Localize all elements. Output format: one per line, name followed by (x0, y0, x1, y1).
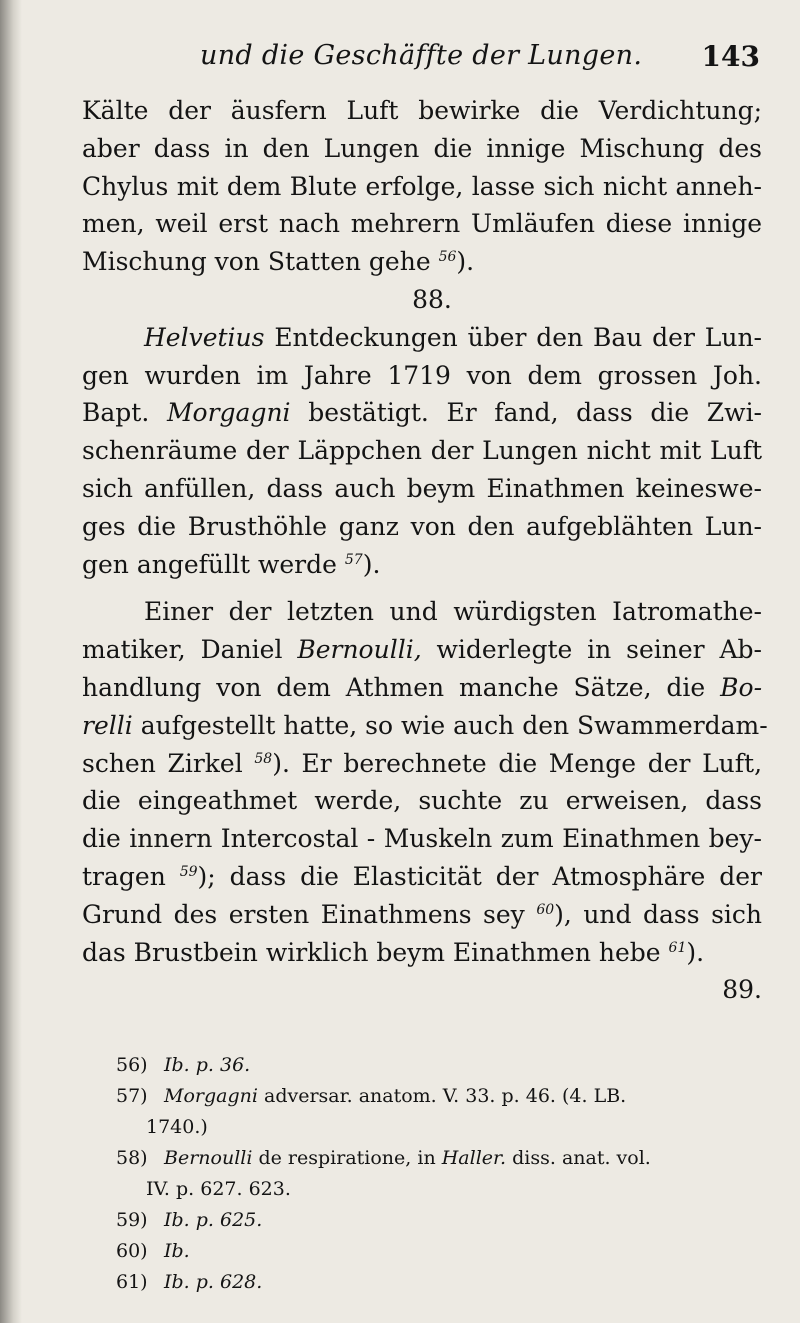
text-line: die innern Intercostal - Muskeln zum Einathmen bey- (82, 824, 762, 854)
footnote-number: 60) (116, 1240, 148, 1262)
footnote-number: 59) (116, 1209, 148, 1231)
text-line: men, weil erst nach mehrern Umläufen diese innige (82, 209, 762, 239)
text-line: gen wurden im Jahre 1719 von dem grossen Joh. (82, 360, 762, 390)
text-line: ges die Brusthöhle ganz von den aufgeblähten Lun- (82, 511, 762, 541)
footnote-ref[interactable]: 60 (536, 901, 555, 918)
text-line: Chylus mit dem Blute erfolge, lasse sich nicht anneh- (82, 171, 762, 201)
footnote-text: adversar. anatom. V. 33. p. 46. (4. LB. (264, 1085, 627, 1107)
line-text: Grund des ersten Einathmens sey (82, 899, 525, 929)
person-name: Bernoulli (164, 1147, 253, 1169)
line-text: gen angefüllt werde (82, 549, 337, 579)
line-text: das Brustbein wirklich beym Einathmen hebe (82, 937, 661, 967)
text-line (82, 896, 762, 934)
footnotes (116, 1050, 766, 1298)
footnote-ref[interactable]: 61 (668, 939, 687, 956)
text-line: schenräume der Läppchen der Lungen nicht mit Luft (82, 436, 762, 466)
text-line: Einer der letzten und würdigsten Iatromathe- (144, 597, 762, 627)
footnote-text: diss. anat. vol. (512, 1147, 651, 1169)
text-line (82, 707, 768, 745)
footnote-58 (116, 1143, 766, 1174)
line-text: ); dass die Elasticität der Atmosphäre der (197, 861, 762, 891)
line-text: ). Er berechnete die Menge der Luft, (272, 748, 763, 778)
text-line (82, 745, 762, 783)
footnote-number: 58) (116, 1147, 148, 1169)
text-line (82, 669, 762, 707)
person-name: Haller. (441, 1147, 507, 1169)
line-text: bestätigt. Er fand, dass die Zwi- (308, 398, 763, 428)
line-text: handlung von dem Athmen manche Sätze, die (82, 672, 706, 702)
line-text: Entdeckungen über den Bau der Lun- (274, 322, 762, 352)
line-text: ). (686, 937, 705, 967)
text-line (82, 631, 762, 669)
person-name: Bo- (720, 672, 763, 702)
footnote-ref[interactable]: 58 (254, 750, 273, 767)
section-number: 89. (722, 975, 762, 1005)
footnote-57 (116, 1081, 766, 1112)
section-number: 88. (412, 284, 452, 314)
footnote-58-continued: IV. p. 627. 623. (146, 1178, 291, 1200)
footnote-57-continued: 1740.) (146, 1116, 208, 1138)
person-name: Bernoulli, (297, 635, 422, 665)
footnote-ref[interactable]: 57 (344, 551, 363, 568)
line-text: Bapt. (82, 398, 150, 428)
person-name: Helvetius (144, 322, 265, 352)
page-header (0, 38, 800, 78)
line-text: ), und dass sich (554, 899, 763, 929)
text-line (82, 934, 762, 972)
text-line (82, 394, 762, 432)
text-line (82, 243, 762, 281)
footnote-ref[interactable]: 59 (179, 863, 198, 880)
line-text: Mischung von Statten gehe (82, 247, 431, 277)
text-line (82, 858, 762, 896)
paragraph-gap (82, 583, 762, 593)
ref-close: ). (456, 247, 475, 277)
footnote-text: Ib. p. 36. (164, 1054, 251, 1076)
text-line: sich anfüllen, dass auch beym Einathmen keineswe- (82, 473, 762, 503)
line-text: widerlegte in seiner Ab- (436, 635, 762, 665)
body-text (82, 92, 768, 1009)
text-line (82, 319, 762, 357)
footnote-text: de respiratione, in (258, 1147, 436, 1169)
page-gutter-shadow (0, 0, 22, 1323)
footnote-number: 61) (116, 1271, 148, 1293)
footnote-number: 56) (116, 1054, 148, 1076)
running-title: und die Geschäffte der Lungen. (200, 40, 643, 71)
footnote-56 (116, 1050, 766, 1081)
footnote-text: Ib. (164, 1240, 190, 1262)
footnote-60 (116, 1236, 766, 1267)
page-number: 143 (701, 40, 760, 73)
footnote-ref[interactable]: 56 (438, 249, 457, 266)
footnote-text: Ib. p. 628. (164, 1271, 263, 1293)
ref-close: ). (362, 549, 381, 579)
text-line: Kälte der äusfern Luft bewirke die Verdichtung; (82, 96, 762, 125)
text-line: die eingeathmet werde, suchte zu erweisen, dass (82, 786, 762, 816)
footnote-61 (116, 1267, 766, 1298)
footnote-text: Ib. p. 625. (164, 1209, 263, 1231)
footnote-number: 57) (116, 1085, 148, 1107)
person-name: relli (82, 710, 133, 740)
line-text: matiker, Daniel (82, 635, 283, 665)
line-text: tragen (82, 861, 166, 891)
line-text: schen Zirkel (82, 748, 243, 778)
person-name: Morgagni (164, 1085, 258, 1107)
person-name: Morgagni (166, 398, 291, 428)
text-line: aber dass in den Lungen die innige Mischung des (82, 133, 762, 163)
text-line (82, 546, 762, 584)
footnote-59 (116, 1205, 766, 1236)
line-text: aufgestellt hatte, so wie auch den Swammerdam- (140, 710, 768, 740)
